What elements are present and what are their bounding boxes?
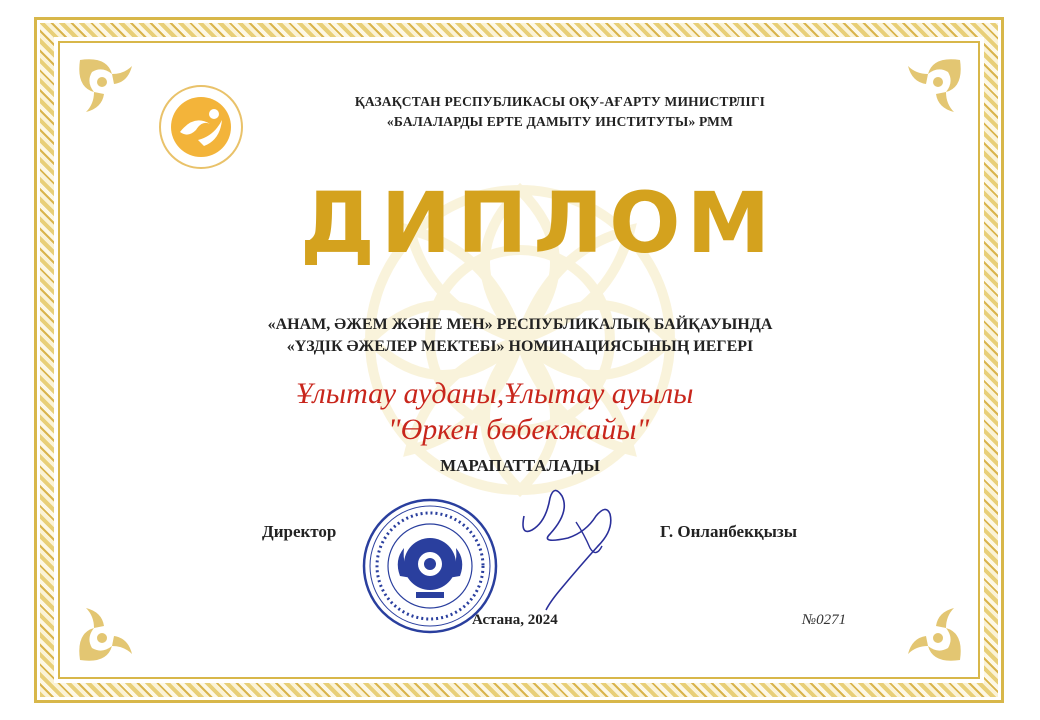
certificate-number: №0271 xyxy=(802,612,847,628)
ministry-line-1: ҚАЗАҚСТАН РЕСПУБЛИКАСЫ ОҚУ-АҒАРТУ МИНИСТРЛІГІ xyxy=(354,94,766,109)
awarded-text: МАРАПАТТАЛАДЫ xyxy=(440,456,600,475)
corner-ornament-bottom-right xyxy=(898,598,968,668)
contest-line-1: «АНАМ, ӘЖЕМ ЖӘНЕ МЕН» РЕСПУБЛИКАЛЫҚ БАЙҚАУЫНДА xyxy=(267,316,773,333)
city-and-year: Астана, 2024 xyxy=(472,612,558,628)
director-name: Г. Онланбекқызы xyxy=(660,522,798,541)
recipient-organization: "Өркен бөбекжайы" xyxy=(388,413,650,446)
contest-text xyxy=(150,314,890,358)
ministry-line-2: «БАЛАЛАРДЫ ЕРТЕ ДАМЫТУ ИНСТИТУТЫ» РММ xyxy=(386,114,734,129)
director-signature xyxy=(510,486,630,616)
diploma-title: ДИПЛОМ xyxy=(300,174,777,272)
director-label: Директор xyxy=(262,522,337,541)
recipient-block xyxy=(230,376,810,448)
contest-line-2: «ҮЗДІК ӘЖЕЛЕР МЕКТЕБІ» НОМИНАЦИЯСЫНЫҢ ИЕГЕРІ xyxy=(286,338,754,355)
institute-logo xyxy=(158,84,244,170)
ministry-header xyxy=(300,92,820,132)
corner-ornament-top-left xyxy=(72,52,142,122)
corner-ornament-bottom-left xyxy=(72,598,142,668)
corner-ornament-top-right xyxy=(898,52,968,122)
recipient-location: Ұлытау ауданы,Ұлытау ауылы xyxy=(296,377,694,410)
